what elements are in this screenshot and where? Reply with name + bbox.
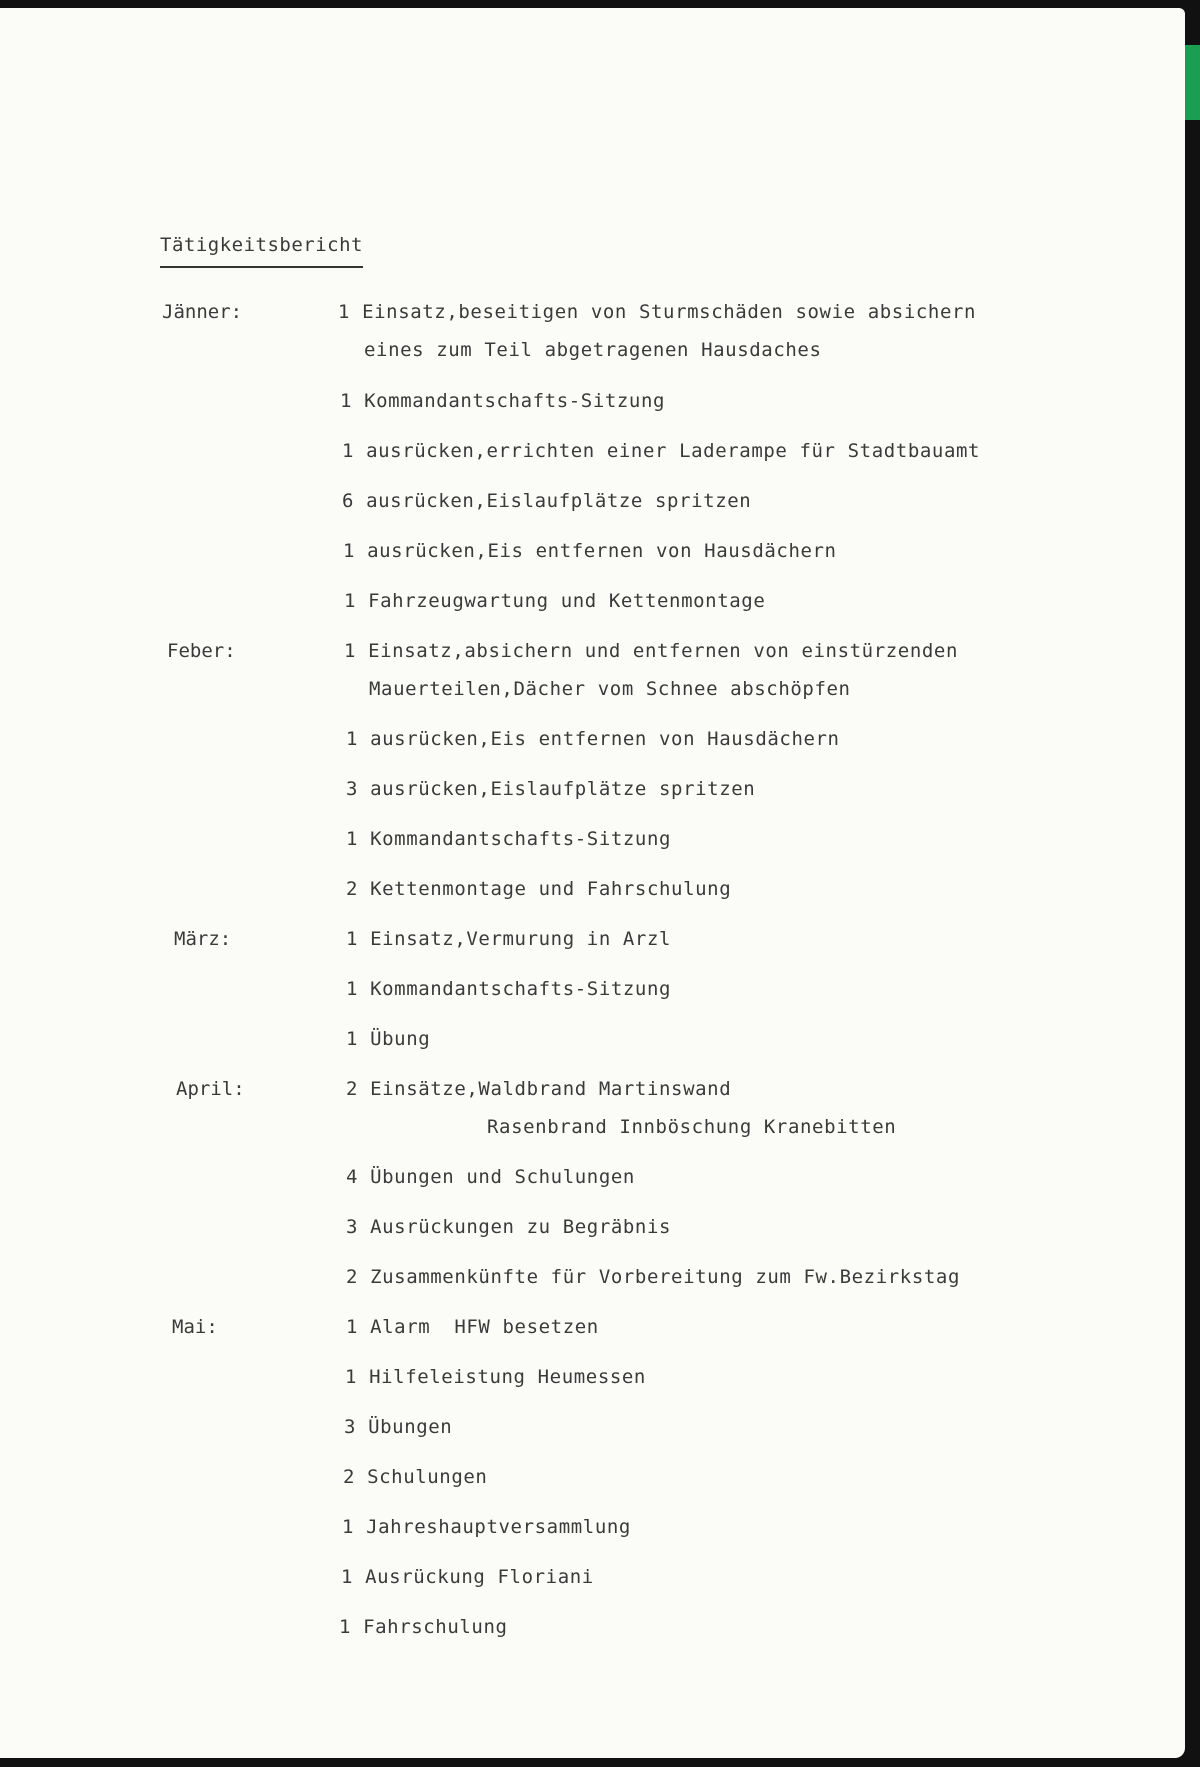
entry-continuation-line: Rasenbrand Innböschung Kranebitten <box>487 1116 897 1138</box>
page-title: Tätigkeitsbericht <box>160 234 363 268</box>
entry-line: 3 Ausrückungen zu Begräbnis <box>346 1216 672 1238</box>
entry-line: 1 Fahrschulung <box>339 1616 508 1638</box>
entry-line: 1 ausrücken,Eis entfernen von Hausdächern <box>346 728 840 750</box>
entry-line: 1 ausrücken,errichten einer Laderampe für Stadtbauamt <box>342 440 981 462</box>
entry-line: 1 Kommandantschafts-Sitzung <box>346 978 672 1000</box>
entry-line: 2 Einsätze,Waldbrand Martinswand <box>346 1078 732 1100</box>
month-label-maerz: März: <box>174 928 232 950</box>
entry-line: 2 Kettenmontage und Fahrschulung <box>346 878 732 900</box>
document-page <box>0 8 1185 1758</box>
entry-line: 1 Einsatz,absichern und entfernen von einstürzenden <box>344 640 958 662</box>
month-label-mai: Mai: <box>172 1316 218 1338</box>
entry-line: 1 Übung <box>346 1028 431 1050</box>
entry-continuation-line: Mauerteilen,Dächer vom Schnee abschöpfen <box>369 678 851 700</box>
entry-line: 1 Kommandantschafts-Sitzung <box>346 828 672 850</box>
entry-line: 1 Ausrückung Floriani <box>341 1566 594 1588</box>
entry-line: 2 Schulungen <box>343 1466 488 1488</box>
entry-continuation-line: eines zum Teil abgetragenen Hausdaches <box>364 339 822 361</box>
entry-line: 1 Hilfeleistung Heumessen <box>345 1366 646 1388</box>
entry-line: 1 Fahrzeugwartung und Kettenmontage <box>344 590 766 612</box>
month-label-april: April: <box>176 1078 245 1100</box>
entry-line: 1 Einsatz,Vermurung in Arzl <box>346 928 672 950</box>
entry-line: 4 Übungen und Schulungen <box>346 1166 635 1188</box>
entry-line: 3 Übungen <box>344 1416 453 1438</box>
entry-line: 6 ausrücken,Eislaufplätze spritzen <box>342 490 752 512</box>
entry-line: 1 Einsatz,beseitigen von Sturmschäden sowie absichern <box>338 301 977 323</box>
entry-line: 1 Alarm HFW besetzen <box>346 1316 599 1338</box>
entry-line: 3 ausrücken,Eislaufplätze spritzen <box>346 778 756 800</box>
month-label-feber: Feber: <box>167 640 236 662</box>
month-label-jaenner: Jänner: <box>162 301 243 323</box>
entry-line: 1 Jahreshauptversammlung <box>342 1516 631 1538</box>
entry-line: 2 Zusammenkünfte für Vorbereitung zum Fw.Bezirkstag <box>346 1266 960 1288</box>
entry-line: 1 Kommandantschafts-Sitzung <box>340 390 666 412</box>
entry-line: 1 ausrücken,Eis entfernen von Hausdächern <box>343 540 837 562</box>
green-edge-tab <box>1185 45 1200 120</box>
